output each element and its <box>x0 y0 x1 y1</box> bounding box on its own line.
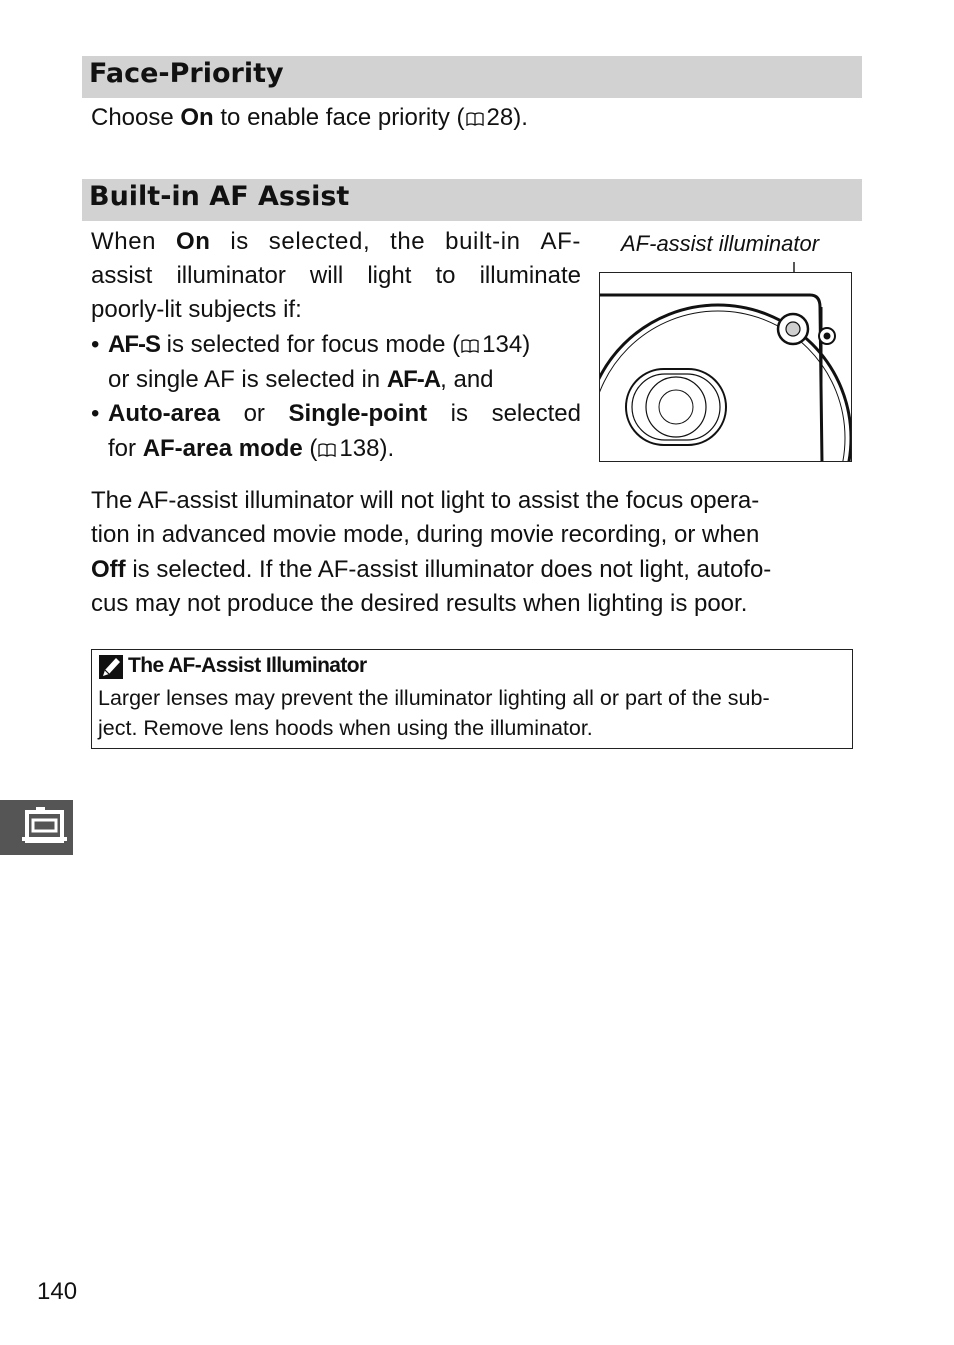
word: is <box>450 400 469 427</box>
word: light <box>367 262 412 289</box>
figure-caption: AF-assist illuminator <box>621 231 820 256</box>
chapter-tab[interactable] <box>0 800 73 855</box>
menu-item-af-area-mode: AF-area mode <box>142 435 303 462</box>
word: selected <box>491 400 581 427</box>
af-assist-line-3: poorly-lit subjects if: <box>91 296 302 323</box>
note-line-2: ject. Remove lens hoods when using the illuminator. <box>98 716 593 740</box>
word: When <box>91 228 157 255</box>
word: is <box>230 228 249 255</box>
text-fragment: to enable face priority ( <box>213 104 465 131</box>
focus-mode-code: AF-A <box>386 366 441 393</box>
text-fragment: ) <box>522 331 531 358</box>
text-fragment: ). <box>379 435 395 462</box>
face-priority-title: Face-Priority <box>89 58 284 89</box>
page-reference[interactable]: 134 <box>482 331 523 358</box>
camera-illustration <box>599 272 852 462</box>
text-fragment: is selected for focus mode ( <box>160 331 461 358</box>
text-fragment: Choose <box>91 104 181 131</box>
focus-mode-code: AF-S <box>108 331 160 358</box>
page-reference[interactable]: 28 <box>486 104 514 131</box>
text-fragment: for <box>108 435 143 462</box>
camera-front-icon <box>600 273 852 462</box>
page-number: 140 <box>37 1278 78 1305</box>
word: the <box>390 228 426 255</box>
word: illuminate <box>479 262 581 289</box>
option-on: On <box>175 228 211 255</box>
page-reference[interactable]: 138 <box>339 435 380 462</box>
word: will <box>309 262 344 289</box>
word: or <box>243 400 265 427</box>
note-line-1: Larger lenses may prevent the illuminator lighting all or part of the sub- <box>98 686 770 710</box>
pencil-check-icon <box>99 655 123 679</box>
word: to <box>435 262 456 289</box>
word: built-in <box>445 228 521 255</box>
option-off: Off <box>91 556 126 583</box>
bullet-2-marker: • <box>91 400 100 427</box>
option-auto-area: Auto-area <box>108 400 221 427</box>
af-assist-title: Built-in AF Assist <box>89 181 350 212</box>
word: selected, <box>268 228 371 255</box>
af-assist-para-line-1: The AF-assist illuminator will not light to assist the focus opera- <box>91 487 760 514</box>
text-fragment: ). <box>513 104 528 131</box>
word: illuminator <box>176 262 286 289</box>
af-assist-para-line-2: tion in advanced movie mode, during movie recording, or when <box>91 521 760 548</box>
note-title: The AF-Assist Illuminator <box>128 654 367 677</box>
text-fragment: ( <box>302 435 318 462</box>
text-fragment: , and <box>440 366 494 393</box>
option-single-point: Single-point <box>288 400 428 427</box>
bullet-1-marker: • <box>91 331 100 358</box>
text-fragment: is selected. If the AF-assist illuminator does not light, autofo- <box>125 556 772 583</box>
word: assist <box>91 262 153 289</box>
af-assist-para-line-3 <box>91 553 771 588</box>
option-on: On <box>180 104 214 131</box>
text-fragment: or single AF is selected in <box>108 366 387 393</box>
shooting-menu-icon <box>0 800 73 855</box>
af-assist-para-line-4: cus may not produce the desired results when lighting is poor. <box>91 590 748 617</box>
word: AF- <box>540 228 581 255</box>
